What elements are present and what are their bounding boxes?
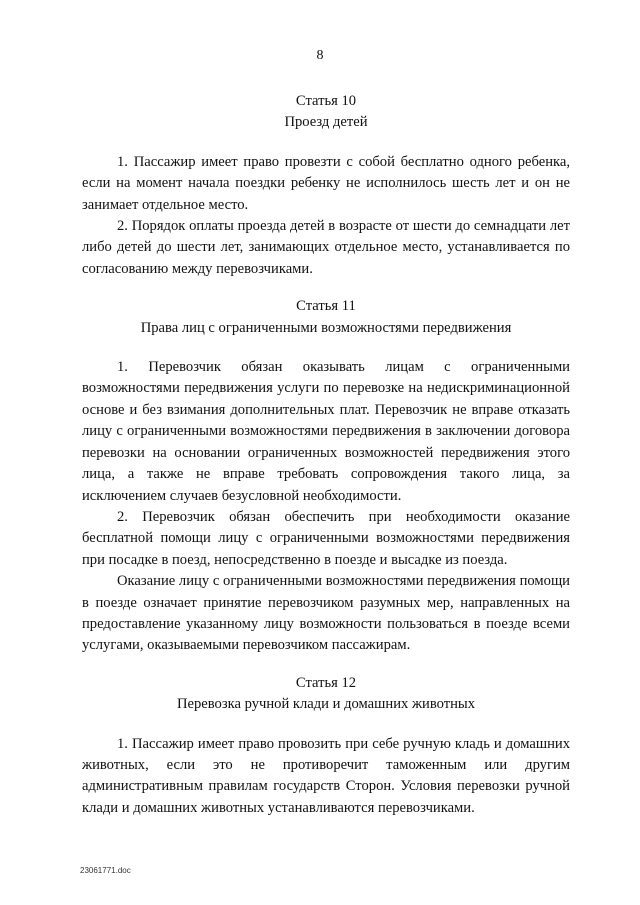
article-11-heading: Статья 11 (296, 298, 356, 315)
spacer (82, 134, 570, 152)
article-12-heading: Статья 12 (295, 674, 357, 691)
article-11-title: Права лиц с ограниченными возможностями передвижения (140, 319, 512, 336)
document-body (82, 91, 570, 819)
article-10-heading: Статья 10 (295, 93, 357, 109)
article-11 (82, 296, 570, 657)
article-10 (82, 91, 570, 280)
spacer (82, 657, 570, 673)
footer-filename: 23061771.doc (80, 866, 131, 875)
article-12 (82, 673, 570, 819)
article-10-title: Проезд детей (284, 114, 368, 131)
article-10-paragraph-2: 2. Порядок оплаты проезда детей в возрасте от шести до семнадцати лет либо детей до шести лет, занимающих отдельное место, устанавливается по согласованию между перевозчиками. (82, 218, 570, 277)
article-12-header (82, 673, 570, 716)
spacer (82, 339, 570, 357)
article-11-paragraph-3: Оказание лицу с ограниченными возможностями передвижения помощи в поезде означает принятие перевозчиком разумных мер, направленных на предоставление указанному лицу возможности пользоваться в поезде всеми услугами, оказываемыми перевозчиком пассажирам. (82, 573, 570, 654)
article-11-header (82, 296, 570, 339)
article-11-paragraph-1: 1. Перевозчик обязан оказывать лицам с ограниченными возможностями передвижения услуги по перевозке на недискриминационной основе и без взимания дополнительных плат. Перевозчик не вправе отказать лицу с ограниченными возможностями передвижения в заключении договора перевозки на основании ограниченных возможностей передвижения этого лица, а также не вправе требовать сопровождения такого лица, за исключением случаев безусловной необходимости. (82, 359, 570, 504)
article-12-title: Перевозка ручной клади и домашних животных (176, 696, 476, 713)
spacer (82, 280, 570, 296)
article-10-header (82, 91, 570, 134)
spacer (82, 716, 570, 734)
article-12-paragraph-1: 1. Пассажир имеет право провозить при себе ручную кладь и домашних животных, если это не противоречит таможенным или другим административным правилам государств Сторон. Условия перевозки ручной клади и домашних животных устанавливаются перевозчиками. (82, 735, 570, 816)
article-10-paragraph-1: 1. Пассажир имеет право провезти с собой бесплатно одного ребенка, если на момент начала поездки ребенку не исполнилось шесть лет и он не занимает отдельное место. (82, 153, 570, 213)
article-11-paragraph-2: 2. Перевозчик обязан обеспечить при необходимости оказание бесплатной помощи лицу с ограниченными возможностями передвижения при посадке в поезд, непосредственно в поезде и высадке из поезда. (82, 508, 570, 568)
page-number: 8 (316, 48, 324, 63)
